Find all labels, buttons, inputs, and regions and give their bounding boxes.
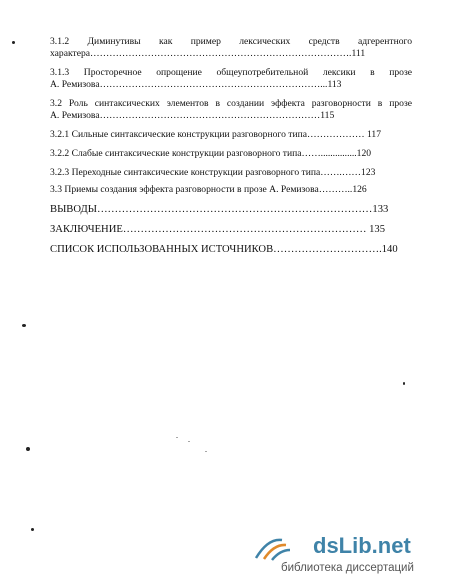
toc-entry-3-2-line1: 3.2 Роль синтаксических элементов в создании эффекта разговорности в прозе <box>50 98 412 109</box>
scan-speck <box>176 437 178 438</box>
watermark-subtitle: библиотека диссертаций <box>281 562 414 574</box>
books-logo-icon <box>252 534 308 562</box>
toc-entry-references: СПИСОК ИСПОЛЬЗОВАННЫХ ИСТОЧНИКОВ………………………….140 <box>50 244 398 255</box>
scan-speck <box>403 382 405 385</box>
scan-speck <box>205 451 207 452</box>
toc-entry-3-1-3-line2: А. Ремизова……………………………………………………………...113 <box>50 79 342 90</box>
toc-entry-3-2-line2: А. Ремизова……………………………………………………………115 <box>50 110 335 121</box>
scan-speck <box>26 447 30 451</box>
scan-speck <box>12 41 15 44</box>
watermark <box>244 532 444 578</box>
scan-speck <box>31 528 34 531</box>
toc-entry-3-1-3-line1: 3.1.3 Просторечное опрощение общеупотребительной лексики в прозе <box>50 67 412 78</box>
toc-entry-3-2-3: 3.2.3 Переходные синтаксические конструкции разговорного типа…….……123 <box>50 167 376 178</box>
toc-entry-3-2-1: 3.2.1 Сильные синтаксические конструкции разговорного типа……………… 117 <box>50 129 381 140</box>
toc-entry-conclusions: ВЫВОДЫ……………………………………………………………………133 <box>50 204 389 215</box>
toc-entry-3-1-2-line2: характера……………………………………………………………………….111 <box>50 48 366 59</box>
toc-entry-3-3: 3.3 Приемы создания эффекта разговорности в прозе А. Ремизова………..126 <box>50 184 367 195</box>
table-of-contents <box>50 36 412 256</box>
watermark-logo-text: dsLib.net <box>313 533 411 558</box>
scan-speck <box>188 441 190 442</box>
scan-speck <box>22 324 26 327</box>
toc-entry-3-2-2: 3.2.2 Слабые синтаксические конструкции разговорного типа……...............120 <box>50 148 372 159</box>
toc-entry-summary: ЗАКЛЮЧЕНИЕ…………………………………………………………… 135 <box>50 224 386 235</box>
toc-entry-3-1-2-line1: 3.1.2 Диминутивы как пример лексических средств адгерентного <box>50 36 412 47</box>
